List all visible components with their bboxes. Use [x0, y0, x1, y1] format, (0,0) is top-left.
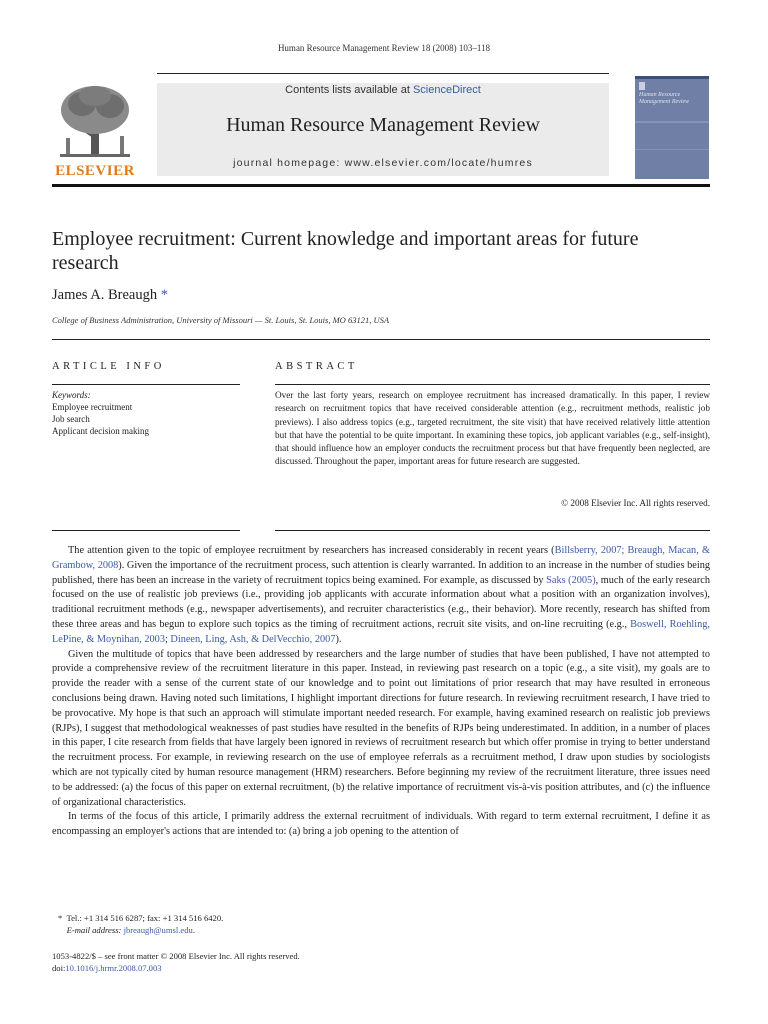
abstract-heading: ABSTRACT: [275, 361, 358, 372]
footnote-email: [58, 924, 698, 936]
abstract-bottom-rule: [275, 530, 710, 531]
email-link[interactable]: jbreaugh@umsl.edu: [123, 925, 193, 935]
author-footnote-mark[interactable]: *: [160, 287, 168, 303]
doi-link[interactable]: 10.1016/j.hrmr.2008.07.003: [65, 963, 162, 973]
abstract-rule: [275, 384, 710, 385]
citation-link[interactable]: Boswell, Roehling, LePine, & Moynihan, 2003: [52, 618, 710, 645]
cover-band: [635, 149, 709, 150]
footnote-mark: *: [58, 913, 63, 923]
keyword-item: Employee recruitment: [52, 402, 133, 412]
body-text: ).: [335, 633, 342, 645]
article-info-bottom-rule: [52, 530, 240, 531]
body-paragraph: In terms of the focus of this article, I primarily address the external recruitment of individuals. With regard to term external recruitment, I define it as encompassing an employer's actions that are intended to: (a) bring a job opening to the attention of: [52, 811, 710, 838]
author-line: [52, 287, 168, 304]
abstract-text: Over the last forty years, research on employee recruitment has increased dramatically. In this paper, I review research on recruitment topics that have received considerable attention (e.g., recruitment methods, realistic job previews). I also address topics (e.g., targeted recruitment, the site visit) that have received relatively little attention but that have the potential to be quite important. In examining these topics, job applicant variables (e.g., self-insight), that should influence how an employer conducts the recruitment process but that have frequently been neglected, are discussed. Throughout the paper, important areas for future research are suggested.: [275, 390, 710, 467]
contents-prefix: Contents lists available at: [285, 84, 413, 96]
article-info-heading: ARTICLE INFO: [52, 361, 165, 372]
body-text: ;: [164, 633, 171, 645]
footnote-contact: [58, 912, 698, 924]
journal-title: Human Resource Management Review: [226, 114, 540, 136]
cover-band: [635, 121, 709, 123]
section-rule: [52, 339, 710, 340]
keyword-item: Applicant decision making: [52, 426, 149, 436]
body-text: The attention given to the topic of employee recruitment by researchers has increased considerably in recent years (: [68, 545, 555, 556]
article-info-rule: [52, 384, 240, 385]
sciencedirect-link[interactable]: ScienceDirect: [412, 84, 481, 96]
citation-link[interactable]: Billsberry, 2007; Breaugh, Macan, & Grambow, 2008: [52, 545, 710, 571]
footnote-contact-text: Tel.: +1 314 516 6287; fax: +1 314 516 6420.: [66, 913, 224, 923]
keywords-label: Keywords:: [52, 390, 91, 400]
body-paragraph: Given the multitude of topics that have been addressed by researchers and the large number of studies that have been published, I have not attempted to provide a comprehensive review of the recruitment literature in this paper. Instead, in reviewing past research on a topic (e.g., a site visit), my goals are to provide the reader with a sense of the current state of our knowledge and to point out limitations of prior research that may have resulted in erroneous conclusions being drawn. Having noted such limitations, I highlight important directions for future research. In reviewing recruitment research, I have tried to be provocative. My hope is that such an approach will stimulate important needed research. For example, having examined research on realistic job previews (RJPs), I suggest that methodological weaknesses of past studies have resulted in the benefits of RJPs being underestimated. In addition, in a number of places in this paper, I cite research from fields that have largely been ignored in reviews of recruitment research but which offer promise in trying to better understand the recruitment process. For example, in reviewing research on the use of employee referrals as a recruitment method, I draw upon studies by sociologists which are not typically cited by human resource management (HRM) researchers. Before beginning my review of the recruitment literature, three issues need to be addressed: (a) the focus of this paper on external recruitment, (b) the relative importance of recruitment vis-à-vis position attributes, and (c) the influence of organizational characteristics.: [52, 648, 710, 808]
body-paragraph: [52, 544, 710, 648]
issn-block: [52, 950, 692, 974]
journal-homepage[interactable]: journal homepage: www.elsevier.com/locate/humres: [233, 157, 533, 169]
author-name: James A. Breaugh: [52, 287, 158, 303]
contents-availability: [157, 84, 609, 96]
body-text: ). Given the importance of the recruitment process, such attention is clearly warranted. In addition to an increase in the number of studies being published, there has been an increase in the variety of recruitment topics being examined. For example, as discussed by: [52, 559, 710, 586]
citation-link[interactable]: Dineen, Ling, Ash, & DelVecchio, 2007: [170, 633, 336, 645]
email-end: .: [192, 925, 195, 935]
cover-logo-icon: [639, 82, 645, 90]
article-body: [52, 544, 710, 840]
issn-line: 1053-4822/$ – see front matter © 2008 Elsevier Inc. All rights reserved.: [52, 951, 300, 961]
abstract-copyright: © 2008 Elsevier Inc. All rights reserved.: [561, 498, 710, 508]
citation-link[interactable]: Saks (2005): [546, 574, 596, 586]
journal-cover-thumbnail: [635, 76, 709, 179]
header-rule: [157, 73, 609, 74]
email-label: E-mail address:: [66, 925, 124, 935]
body-text: , much of the early research focused on the use of realistic job previews (i.e., providing job applicants with accurate information about what a position with an organization involves), traditional recruitment methods (e.g., newspaper advertisements), and recruiter characteristics (e.g., their behavior). More recently, research has shifted from these three areas and has begun to explore such topics as the timing of recruitment actions, recruit site visits, and on-line recruiting (e.g.,: [52, 574, 710, 630]
keyword-item: Job search: [52, 414, 90, 424]
doi-line: [52, 962, 692, 974]
journal-reference: Human Resource Management Review 18 (2008) 103–118: [277, 43, 491, 53]
doi-label: doi:: [52, 963, 66, 973]
keywords-block: [52, 389, 240, 437]
footnote: [58, 912, 698, 936]
cover-title: Human Resource Management Review: [639, 92, 690, 105]
masthead-bottom-rule: [52, 184, 710, 187]
elsevier-wordmark: ELSEVIER: [55, 163, 135, 179]
author-affiliation: College of Business Administration, University of Missouri — St. Louis, St. Louis, MO 63121, USA: [52, 315, 390, 325]
article-title: Employee recruitment: Current knowledge and important areas for future research: [52, 228, 639, 274]
